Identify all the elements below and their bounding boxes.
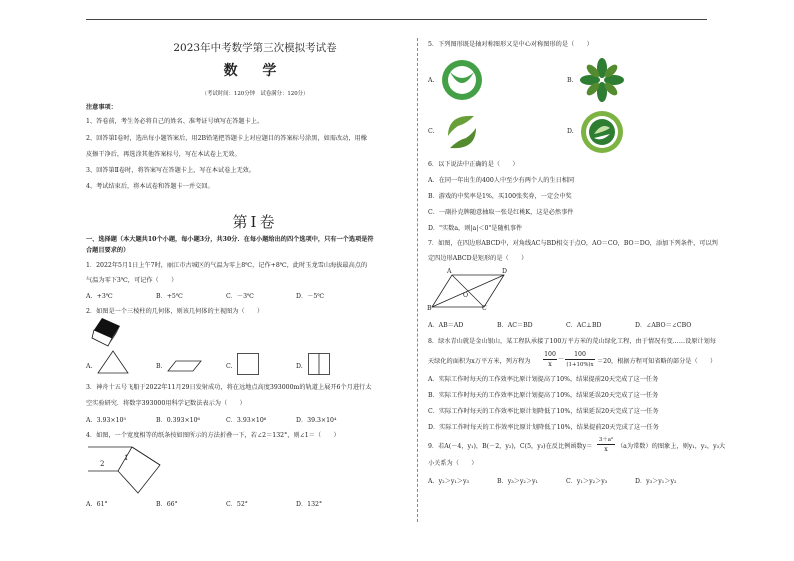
q2-option-a-triangle	[97, 350, 129, 374]
q8-option-c: C．实际工作时每天的工作效率比原计划降低了10%，结果延误20天完成了这一任务	[428, 408, 659, 415]
q7-option-a: A．AB＝AD	[428, 322, 464, 329]
q2-option-c-label: C.	[226, 363, 233, 370]
q4-option-d: D．132°	[296, 501, 323, 508]
q6-option-b: B．游戏的中奖率是1%，买100张奖券，一定会中奖	[428, 193, 572, 200]
q3-option-d: D．39.3×10⁴	[296, 417, 337, 424]
q3-option-a: A．3.93×10⁵	[86, 417, 126, 424]
exam-time-info: （考试时间：120分钟 试卷满分：120分）	[201, 91, 309, 97]
q2-option-d-label: D.	[296, 363, 303, 370]
notes-heading: 注意事项：	[86, 104, 117, 111]
q8-stem: 8．绿水青山就是金山银山，某工程队承接了100万平方米的荒山绿化工程，由于情况有变……设原计划每	[428, 338, 716, 345]
q8-stem-cont-a: 天绿化的面积为x万平方米，列方程为	[428, 358, 531, 365]
q5-option-b-leaves-logo	[580, 58, 624, 102]
q1-stem: 1．2022年5月1日上午7时，丽江市古城区的气温为零上8℃，记作+8℃，此时玉龙雪山海拔最高点的	[86, 262, 368, 269]
q2-option-b-label: B.	[156, 363, 163, 370]
header-rule	[86, 19, 707, 20]
q2-option-b-parallelogram	[168, 360, 202, 372]
q8-option-a: A．实际工作时每天的工作效率比原计划提高了10%，结果提前20天完成了这一任务	[428, 376, 659, 383]
q8-option-d: D．实际工作时每天的工作效率比原计划降低了10%，结果提前20天完成了这一任务	[428, 424, 659, 431]
q6-option-c: C．一副扑克牌随意抽取一张是红桃K，这是必然事件	[428, 209, 574, 216]
q8-frac1-denominator: x	[548, 361, 552, 368]
q5-option-d-label: D.	[567, 128, 574, 135]
q1-option-b: B．+5℃	[156, 293, 183, 300]
column-divider	[417, 38, 418, 522]
q1-option-d: D．－5℃	[296, 293, 325, 300]
q7-option-c: C．AC⊥BD	[566, 322, 602, 329]
q7-option-b: B．AC＝BD	[497, 322, 533, 329]
q7-option-d: D．∠ABO＝∠CBO	[635, 322, 692, 329]
q8-frac2-bar	[565, 359, 595, 360]
q5-option-c-leaf-logo	[440, 110, 484, 154]
q2-option-c-square	[237, 353, 259, 375]
q2-prism-figure	[92, 318, 122, 346]
note-2-cont: 皮擦干净后，再选涂其他答案标号，写在本试卷上无效。	[86, 151, 241, 158]
part-title: 第Ⅰ卷	[232, 213, 278, 231]
section-heading-cont: 合题目要求的）	[86, 247, 130, 254]
q2-stem: 2．如图是一个三棱柱的几何体，则该几何体的主视图为（ ）	[86, 308, 264, 315]
q8-frac2-numerator: 100	[574, 351, 586, 358]
q9-stem-cont: 小关系为（ ）	[428, 460, 478, 467]
q4-option-b: B．66°	[156, 501, 178, 508]
q7-label-c: C	[482, 305, 487, 312]
q9-frac-denominator: x	[604, 446, 608, 453]
q7-stem: 7．如图，在四边形ABCD中，对角线AC与BD相交于点O，AO＝CO，BO＝DO，添加下列条件，可以判	[428, 240, 718, 247]
q9-stem-b: （a为常数）的图象上，则y₁，y₂，y₃大	[617, 443, 726, 450]
q7-label-d: D	[502, 268, 507, 275]
q5-stem: 5．下列图形既是轴对称图形又是中心对称图形的是（ ）	[428, 41, 593, 48]
note-1: 1、答卷前，考生务必将自己的姓名、准考证号填写在答题卡上。	[86, 118, 264, 125]
q4-angle-2-label: 2	[100, 460, 105, 468]
q7-label-b: B	[427, 305, 432, 312]
q3-option-c: C．3.93×10⁶	[226, 417, 267, 424]
q9-frac-bar	[597, 444, 615, 445]
note-4: 4、考试结束后，将本试卷和答题卡一并交回。	[86, 183, 214, 190]
q5-option-a-label: A.	[428, 77, 435, 84]
q6-option-a: A．在同一年出生的400人中至少有两个人的生日相同	[428, 177, 575, 184]
q1-option-c: C．－3℃	[226, 293, 254, 300]
q3-stem: 3．神舟十五号飞船于2022年11月29日发射成功，将在远地点高度393000m的轨道上展开6个月进行太	[86, 384, 372, 391]
q8-option-b: B．实际工作时每天的工作效率比原计划提高了10%，结果延误20天完成了这一任务	[428, 392, 659, 399]
note-3: 3、回答第Ⅱ卷时，将答案写在答题卡上，写在本试卷上无效。	[86, 167, 256, 174]
q7-stem-cont: 定四边形ABCD是矩形的是（ ）	[428, 255, 528, 262]
q8-frac1-numerator: 100	[544, 351, 556, 358]
q6-stem: 6．以下说法中正确的是（ ）	[428, 161, 519, 168]
q9-frac-numerator: 3＋a²	[598, 437, 614, 443]
q8-stem-cont-b: ＝20，根据方程可知省略的部分是（ ）	[597, 358, 717, 365]
q7-parallelogram-figure	[432, 272, 508, 312]
q9-stem-a: 9．若A(－4，y₁)，B(－2，y₂)，C(5，y₃)在反比例函数y＝	[428, 443, 593, 450]
q1-stem-cont: 气温为零下3℃，可记作（ ）	[86, 277, 178, 284]
q4-angle-1-label: 1	[124, 454, 129, 462]
q9-option-a: A．y₂＞y₁＞y₃	[428, 478, 469, 485]
q9-option-b: B．y₃＞y₂＞y₁	[497, 478, 539, 485]
q7-label-a: A	[447, 268, 452, 275]
q4-option-a: A．61°	[86, 501, 108, 508]
q1-option-a: A．+3℃	[86, 293, 113, 300]
q2-option-a-label: A.	[86, 363, 93, 370]
q3-option-b: B．0.393×10⁶	[156, 417, 200, 424]
q3-stem-cont: 空实验研究．将数字393000用科学记数法表示为（ ）	[86, 400, 246, 407]
q8-minus-sign: －	[558, 356, 565, 363]
q7-label-o: O	[463, 292, 469, 299]
subject-title: 数 学	[223, 63, 287, 79]
q9-option-c: C．y₁＞y₂＞y₃	[566, 478, 608, 485]
q8-frac2-denominator: (1+10%)x	[566, 362, 594, 368]
q9-option-d: D．y₃＞y₁＞y₂	[635, 478, 677, 485]
q2-option-d-square-split	[308, 353, 330, 375]
q5-option-d-seal-logo	[580, 110, 624, 154]
q8-frac1-bar	[543, 359, 557, 360]
section-heading: 一、选择题（本大题共10个小题，每小题3分，共30分．在每小题给出的四个选项中，只有一个选项是符	[86, 236, 374, 243]
q5-option-a-logo	[440, 58, 484, 102]
q4-stem: 4．如图，一个宽度相等的纸条按如图所示的方法折叠一下，若∠2＝132°，则∠1＝（ ）	[86, 432, 340, 439]
q6-option-d: D．"实数a，则|a|＜0"是随机事件	[428, 225, 523, 232]
q4-option-c: C．52°	[226, 501, 248, 508]
q5-option-b-label: B.	[567, 77, 574, 84]
q4-folded-strip-figure	[88, 445, 168, 495]
note-2: 2、回答第Ⅰ卷时，选出每小题答案后，用2B铅笔把答题卡上对应题目的答案标号涂黑，如需改动，用橡	[86, 135, 367, 142]
exam-title: 2023年中考数学第三次模拟考试卷	[173, 42, 337, 54]
q5-option-c-label: C.	[428, 128, 435, 135]
